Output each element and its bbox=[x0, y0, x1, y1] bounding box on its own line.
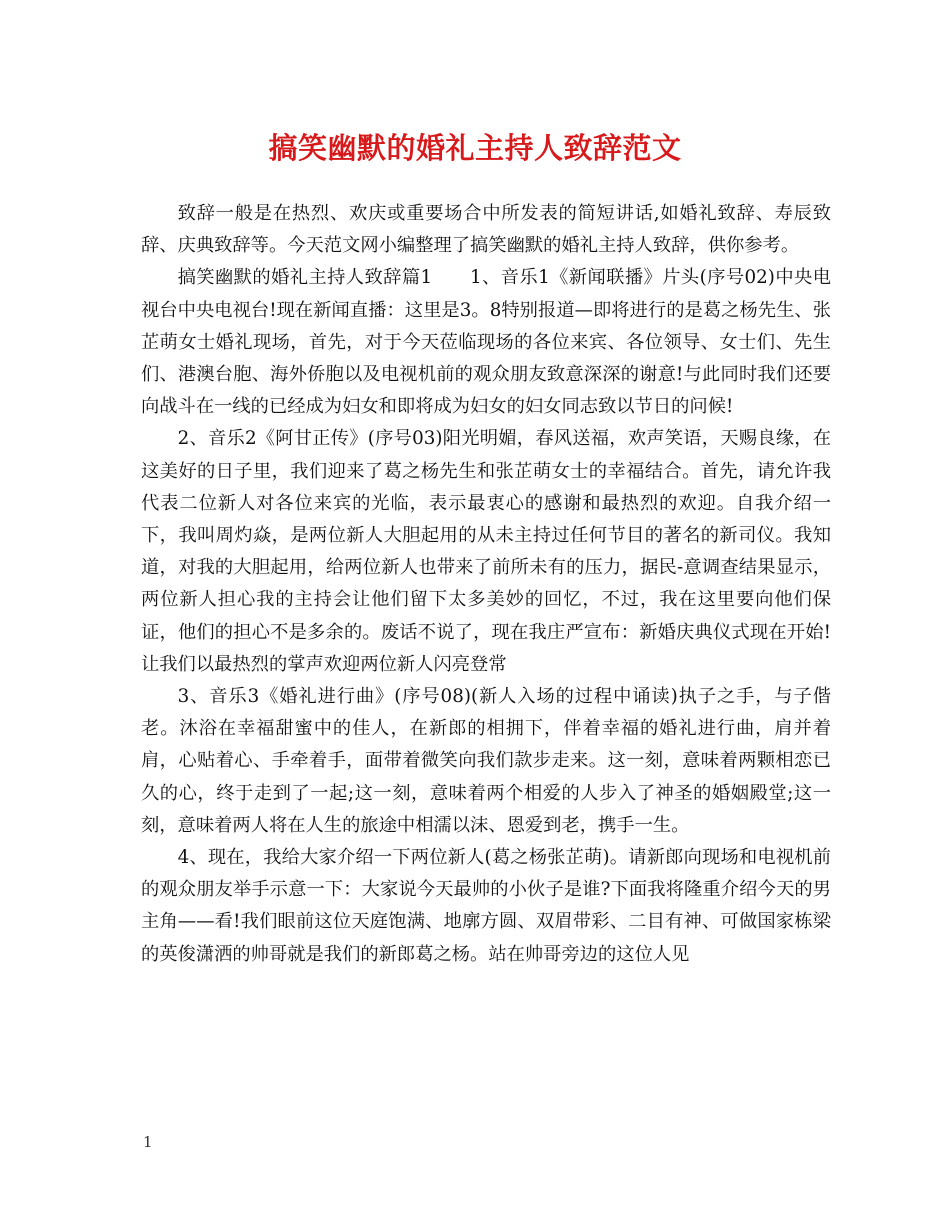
document-title: 搞笑幽默的婚礼主持人致辞范文 bbox=[268, 131, 682, 165]
page-number: 1 bbox=[143, 1133, 153, 1151]
paragraph-section-3: 3、音乐3《婚礼进行曲》(序号08)(新人入场的过程中诵读)执子之手，与子偕老。沐浴在幸福甜蜜中的佳人，在新郎的相拥下，伴着幸福的婚礼进行曲，肩并着肩，心贴着心、手牵着手，面带着微笑向我们款步走来。这一刻，意味着两颗相恋已久的心，终于走到了一起;这一刻，意味着两个相爱的人步入了神圣的婚姻殿堂;这一刻，意味着两人将在人生的旅途中相濡以沫、恩爱到老，携手一生。 bbox=[141, 686, 831, 836]
document-body bbox=[141, 198, 831, 971]
paragraph-section-4: 4、现在，我给大家介绍一下两位新人(葛之杨张芷萌)。请新郎向现场和电视机前的观众朋友举手示意一下：大家说今天最帅的小伙子是谁?下面我将隆重介绍今天的男主角——看!我们眼前这位天庭饱满、地廓方圆、双眉带彩、二目有神、可做国家栋梁的英俊潇洒的帅哥就是我们的新郎葛之杨。站在帅哥旁边的这位人见 bbox=[141, 847, 831, 965]
paragraph-section-1: 搞笑幽默的婚礼主持人致辞篇1 1、音乐1《新闻联播》片头(序号02)中央电视台中央电视台!现在新闻直播：这里是3。8特别报道—即将进行的是葛之杨先生、张芷萌女士婚礼现场，首先，对于今天莅临现场的各位来宾、各位领导、女士们、先生们、港澳台胞、海外侨胞以及电视机前的观众朋友致意深深的谢意!与此同时我们还要向战斗在一线的已经成为妇女和即将成为妇女的妇女同志致以节日的问候! bbox=[141, 267, 831, 418]
paragraph-section-2: 2、音乐2《阿甘正传》(序号03)阳光明媚，春风送福，欢声笑语，天赐良缘，在这美好的日子里，我们迎来了葛之杨先生和张芷萌女士的幸福结合。首先，请允许我代表二位新人对各位来宾的光临，表示最衷心的感谢和最热烈的欢迎。自我介绍一下，我叫周灼焱，是两位新人大胆起用的从未主持过任何节目的著名的新司仪。我知道，对我的大胆起用，给两位新人也带来了前所未有的压力，据民-意调查结果显示，两位新人担心我的主持会让他们留下太多美妙的回忆，不过，我在这里要向他们保证，他们的担心不是多余的。废话不说了，现在我庄严宣布：新婚庆典仪式现在开始!让我们以最热烈的掌声欢迎两位新人闪亮登常 bbox=[141, 428, 831, 675]
paragraph-intro: 致辞一般是在热烈、欢庆或重要场合中所发表的简短讲话,如婚礼致辞、寿辰致辞、庆典致辞等。今天范文网小编整理了搞笑幽默的婚礼主持人致辞，供你参考。 bbox=[141, 203, 831, 257]
